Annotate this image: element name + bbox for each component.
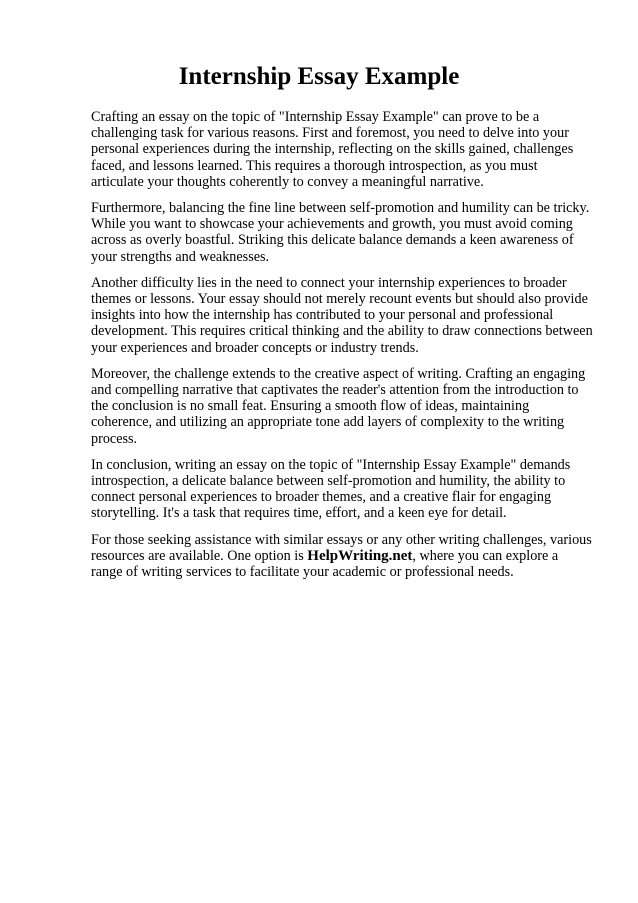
document-title: Internship Essay Example [178,63,460,90]
helpwriting-link[interactable]: HelpWriting.net [307,547,413,564]
paragraph-5: In conclusion, writing an essay on the topic of "Internship Essay Example" demands introspection, a delicate balance between self-promotion and humility, the ability to connect personal experiences to broader themes, and a creative flair for engaging storytelling. It's a task that requires time, effort, and a keen eye for detail. [91,456,571,522]
paragraph-2: Furthermore, balancing the fine line between self-promotion and humility can be tricky. While you want to showcase your achievements and growth, you must avoid coming across as overly boastful. Striking this delicate balance demands a keen awareness of your strengths and weaknesses. [91,200,590,265]
paragraph-6-after: , where you can explore a range of writing services to facilitate your academic or professional needs. [91,547,559,581]
paragraph-1: Crafting an essay on the topic of "Internship Essay Example" can prove to be a challenging task for various reasons. First and foremost, you need to delve into your personal experiences during the internship, reflecting on the skills gained, challenges faced, and lessons learned. This requires a thorough introspection, as you must articulate your thoughts coherently to convey a meaningful narrative. [91,109,574,190]
paragraph-6 [91,532,593,581]
paragraph-3: Another difficulty lies in the need to connect your internship experiences to broader themes or lessons. Your essay should not merely recount events but should also provide insights into how the internship has contributed to your personal and professional development. This requires critical thinking and the ability to draw connections between your experiences and broader concepts or industry trends. [91,274,593,356]
paragraph-6-before: For those seeking assistance with similar essays or any other writing challenges, various resources are available. One option is [91,531,592,564]
paragraph-4: Moreover, the challenge extends to the creative aspect of writing. Crafting an engaging and compelling narrative that captivates the reader's attention from the introduction to the conclusion is no small feat. Ensuring a smooth flow of ideas, maintaining coherence, and utilizing an appropriate tone add layers of complexity to the writing process. [91,365,586,447]
